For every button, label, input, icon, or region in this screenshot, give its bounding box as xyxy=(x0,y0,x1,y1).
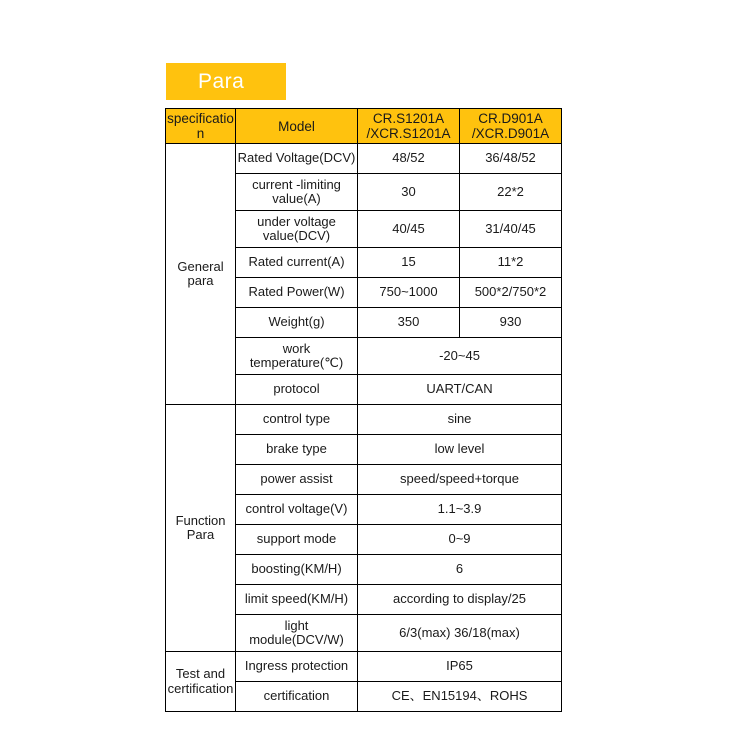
row-group-label: General para xyxy=(166,144,236,405)
parameter-name: support mode xyxy=(236,525,358,555)
table-row xyxy=(166,144,562,174)
parameter-name: Rated current(A) xyxy=(236,248,358,278)
parameter-name: certification xyxy=(236,682,358,712)
specification-table xyxy=(165,108,562,712)
parameter-name: Rated Voltage(DCV) xyxy=(236,144,358,174)
parameter-name: under voltage value(DCV) xyxy=(236,211,358,248)
parameter-value-merged: -20~45 xyxy=(358,338,562,375)
table-body xyxy=(166,144,562,712)
parameter-name: current -limiting value(A) xyxy=(236,174,358,211)
parameter-value-merged: 1.1~3.9 xyxy=(358,495,562,525)
header-model: Model xyxy=(236,109,358,144)
parameter-name: limit speed(KM/H) xyxy=(236,585,358,615)
parameter-value-merged: low level xyxy=(358,435,562,465)
header-model-d901a-line1: CR.D901A xyxy=(478,111,543,126)
parameter-name: light module(DCV/W) xyxy=(236,615,358,652)
header-model-s1201a-line2: /XCR.S1201A xyxy=(366,126,451,142)
para-badge xyxy=(166,63,286,100)
parameter-value-d901a: 500*2/750*2 xyxy=(460,278,562,308)
parameter-value-merged: 6 xyxy=(358,555,562,585)
header-model-d901a-line2: /XCR.D901A xyxy=(471,126,550,142)
header-specification: specification xyxy=(166,109,236,144)
parameter-name: protocol xyxy=(236,375,358,405)
table-row xyxy=(166,405,562,435)
row-group-label: Function Para xyxy=(166,405,236,652)
parameter-value-d901a: 930 xyxy=(460,308,562,338)
parameter-value-s1201a: 40/45 xyxy=(358,211,460,248)
parameter-value-merged: sine xyxy=(358,405,562,435)
table-row xyxy=(166,652,562,682)
parameter-value-d901a: 22*2 xyxy=(460,174,562,211)
parameter-name: work temperature(℃) xyxy=(236,338,358,375)
parameter-value-merged: CE、EN15194、ROHS xyxy=(358,682,562,712)
row-group-label: Test and certification xyxy=(166,652,236,712)
parameter-value-s1201a: 30 xyxy=(358,174,460,211)
parameter-value-d901a: 31/40/45 xyxy=(460,211,562,248)
header-row xyxy=(166,109,562,144)
parameter-name: control type xyxy=(236,405,358,435)
parameter-name: Weight(g) xyxy=(236,308,358,338)
parameter-value-d901a: 11*2 xyxy=(460,248,562,278)
header-model-s1201a-line1: CR.S1201A xyxy=(372,111,445,126)
parameter-value-s1201a: 350 xyxy=(358,308,460,338)
parameter-name: Rated Power(W) xyxy=(236,278,358,308)
parameter-value-s1201a: 15 xyxy=(358,248,460,278)
parameter-name: power assist xyxy=(236,465,358,495)
parameter-value-merged: according to display/25 xyxy=(358,585,562,615)
parameter-name: Ingress protection xyxy=(236,652,358,682)
header-model-d901a xyxy=(460,109,562,144)
parameter-value-merged: IP65 xyxy=(358,652,562,682)
parameter-value-merged: 0~9 xyxy=(358,525,562,555)
para-badge-label: Para xyxy=(198,70,245,93)
parameter-value-merged: 6/3(max) 36/18(max) xyxy=(358,615,562,652)
parameter-value-merged: speed/speed+torque xyxy=(358,465,562,495)
parameter-name: control voltage(V) xyxy=(236,495,358,525)
table-header xyxy=(166,109,562,144)
header-model-s1201a xyxy=(358,109,460,144)
parameter-value-d901a: 36/48/52 xyxy=(460,144,562,174)
parameter-value-s1201a: 750~1000 xyxy=(358,278,460,308)
parameter-value-merged: UART/CAN xyxy=(358,375,562,405)
parameter-name: brake type xyxy=(236,435,358,465)
parameter-name: boosting(KM/H) xyxy=(236,555,358,585)
parameter-value-s1201a: 48/52 xyxy=(358,144,460,174)
